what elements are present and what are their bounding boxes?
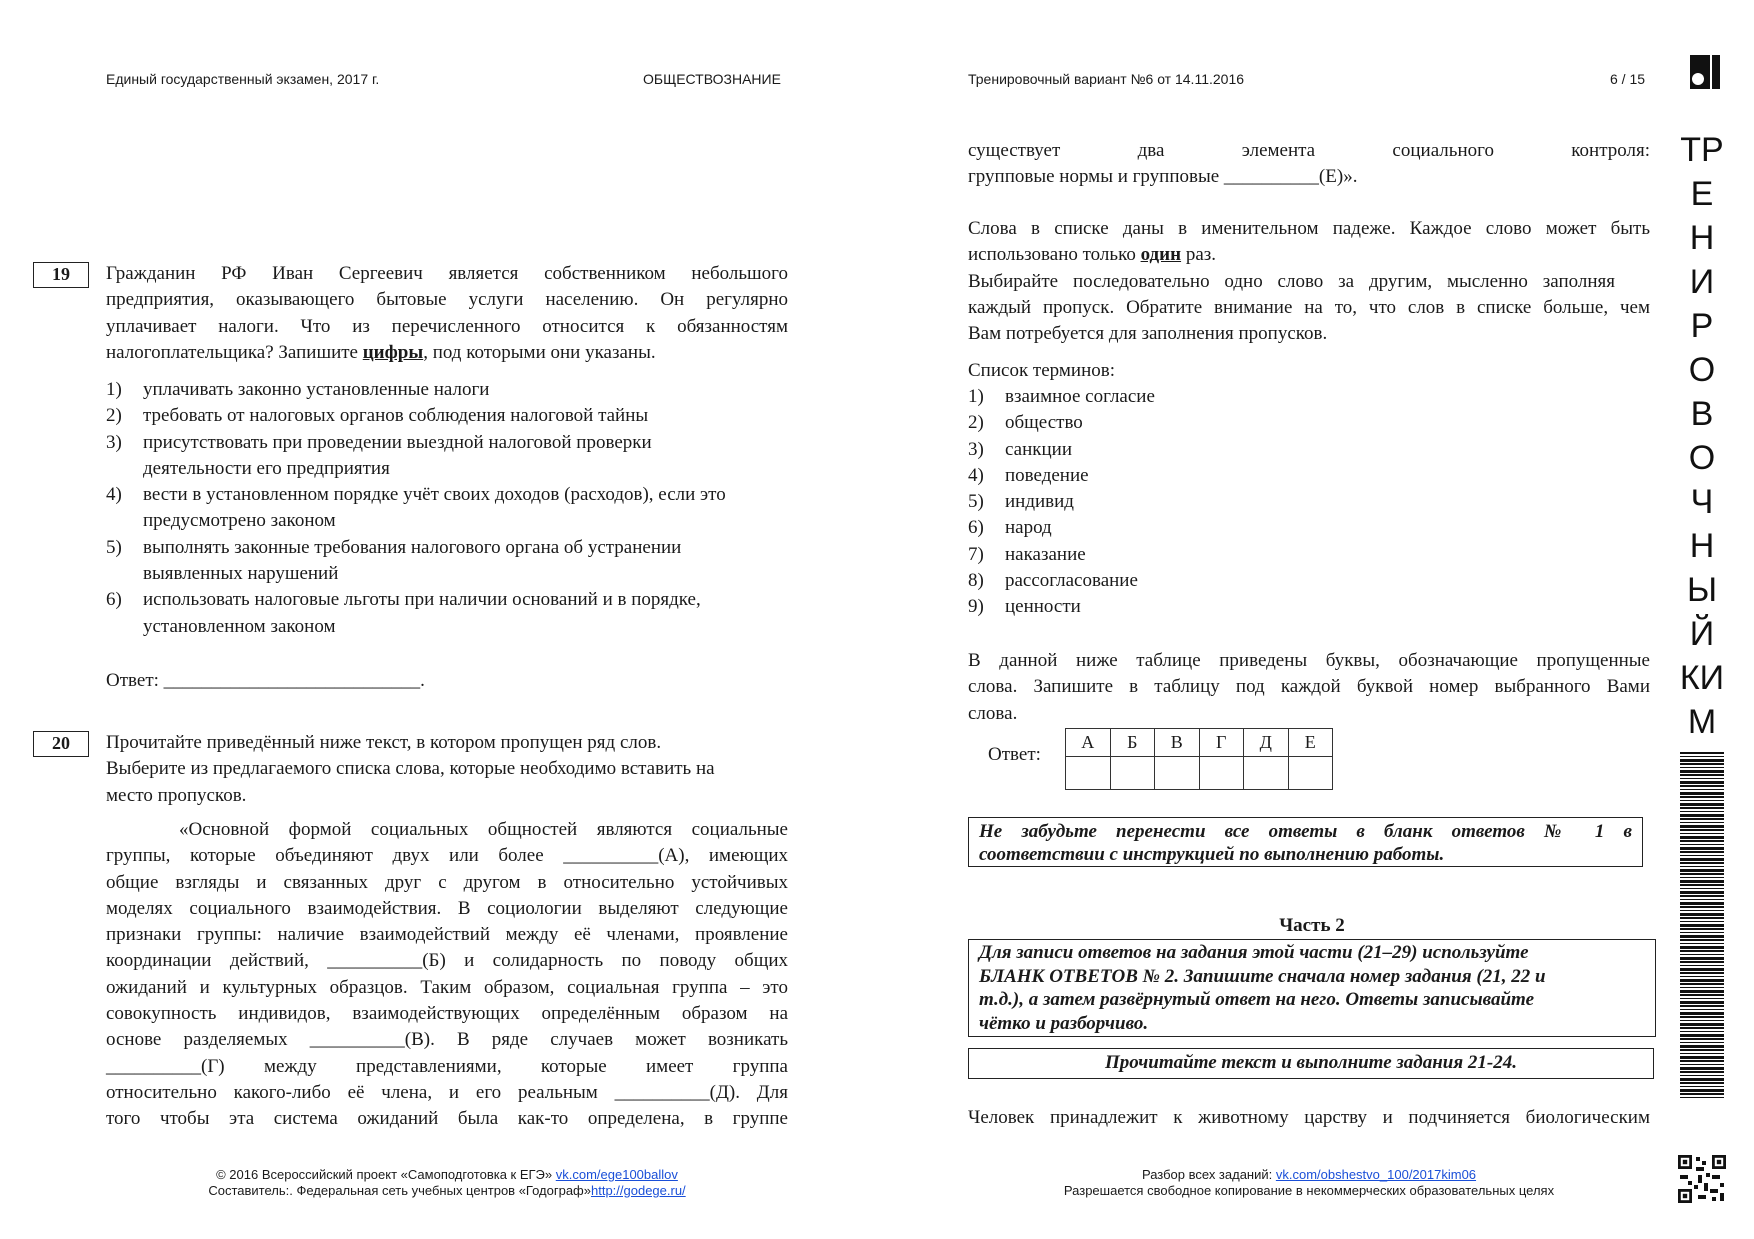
read-task-box: Прочитайте текст и выполните задания 21-24. (968, 1048, 1654, 1079)
list-item: 5) выполнять законные требования налогового органа об устранении выявленных нарушений (106, 536, 682, 585)
list-item: 4) поведение (968, 464, 1089, 486)
list-item: 4) вести в установленном порядке учёт своих доходов (расходов), если это предусмотрено законом (106, 484, 726, 532)
letter-d: Д (1244, 729, 1289, 757)
question-19-number: 19 (33, 262, 89, 288)
answer-cell[interactable] (1155, 757, 1200, 790)
list-item: 1) уплачивать законно установленные налоги (106, 379, 490, 400)
part-2-instructions: Для записи ответов на задания этой части (21–29) используйте БЛАНК ОТВЕТОВ № 2. Запишите сначала номер задания (21, 22 и т.д.), а затем развёрнутый ответ на него. Ответы записывайте чётко и разборчиво. (968, 939, 1656, 1037)
list-item: 1) взаимное согласие (968, 386, 1155, 407)
page-number: 6 / 15 (1610, 71, 1646, 87)
footer-link-godege[interactable]: http://godege.ru/ (590, 1183, 686, 1198)
answer-cell[interactable] (1066, 757, 1111, 790)
exam-title: Единый государственный экзамен, 2017 г. (106, 71, 380, 87)
letter-g: Г (1199, 729, 1244, 757)
list-item: 9) ценности (968, 596, 1081, 618)
answer-cell[interactable] (1199, 757, 1244, 790)
question-20-number: 20 (33, 731, 89, 757)
terms-list (968, 384, 1368, 621)
table-instruction: В данной ниже таблице приведены буквы, обозначающие пропущенные слова. Запишите в таблицу под каждой буквой номер выбранного Вами слова. (968, 650, 1650, 724)
list-item: 5) индивид (968, 491, 1074, 513)
answer-cell[interactable] (1244, 757, 1289, 790)
letter-e: Е (1288, 729, 1333, 757)
footer-link-vk[interactable]: vk.com/ege100ballov (555, 1167, 678, 1182)
list-item: 3) присутствовать при проведении выездной налоговой проверки деятельности его предприятия (106, 431, 652, 479)
footer-link-analysis[interactable]: vk.com/obshestvo_100/2017kim06 (1275, 1167, 1477, 1182)
list-item: 2) требовать от налоговых органов соблюдения налоговой тайны (106, 405, 649, 427)
answer-cell[interactable] (1288, 757, 1333, 790)
list-item: 6) использовать налоговые льготы при наличии оснований и в порядке, установленном законом (106, 589, 701, 637)
answer-table-label: Ответ: (988, 744, 1041, 765)
reminder-box: Не забудьте перенести все ответы в бланк ответов № 1 в соответствии с инструкцией по выполнению работы. (968, 817, 1643, 867)
footer-right: Разбор всех заданий: vk.com/obshestvo_100/2017kim06 Разрешается свободное копирование в некоммерческих образовательных целях (1063, 1167, 1555, 1198)
letter-a: А (1066, 729, 1111, 757)
text-start: Человек принадлежит к животному царству и подчиняется биологическим (968, 1107, 1650, 1128)
barcode-icon (1680, 752, 1724, 1100)
list-item: 7) наказание (968, 543, 1086, 565)
variant-title: Тренировочный вариант №6 от 14.11.2016 (968, 71, 1245, 87)
answer-field[interactable]: ___________________________. (163, 670, 425, 691)
answer-cell[interactable] (1110, 757, 1155, 790)
passage-continuation: существует два элемента социального контроля: групповые нормы и групповые __________(Е)». (968, 140, 1650, 188)
word-rules: Слова в списке даны в именительном падеже. Каждое слово может быть использовано только один раз. Выбирайте последовательно одно слово за другим, мысленно заполняя каждый пропуск. Обратите внимание на то, что слов в списке больше, чем Вам потребуется для заполнения пропусков. (968, 218, 1650, 345)
footer-left: © 2016 Всероссийский проект «Самоподготовка к ЕГЭ» vk.com/ege100ballov Составитель:. Федеральная сеть учебных центров «Годограф»http://godege.ru/ (208, 1167, 686, 1198)
letter-b: Б (1110, 729, 1155, 757)
list-item: 2) общество (968, 412, 1083, 434)
qr-code-icon (1678, 1155, 1726, 1203)
letter-v: В (1155, 729, 1200, 757)
question-19-answer: Ответ: ___________________________. (106, 670, 425, 691)
terms-title: Список терминов: (968, 360, 1115, 381)
part-2-title: Часть 2 (1279, 915, 1345, 936)
corner-marker-icon (1690, 55, 1720, 89)
question-19-options (106, 377, 796, 640)
answer-table (1065, 728, 1333, 790)
vertical-training-label: ТР Е Н И Р О В О Ч Н Ы Й КИ М (1679, 131, 1725, 741)
question-20-intro: Прочитайте приведённый ниже текст, в котором пропущен ряд слов. Выберите из предлагаемого списка слова, которые необходимо вставить на место пропусков. (106, 732, 715, 806)
list-item: 6) народ (968, 517, 1052, 539)
question-19-text: Гражданин РФ Иван Сергеевич является собственником небольшого предприятия, оказывающего бытовые услуги населению. Он регулярно уплачивает налоги. Что из перечисленного относится к обязанностям налогоплательщика? Запишите цифры, под которыми они указаны. (106, 263, 788, 363)
list-item: 3) санкции (968, 438, 1073, 460)
list-item: 8) рассогласование (968, 570, 1138, 592)
question-20-passage: «Основной формой социальных общностей являются социальные группы, которые объединяют двух или более __________(А), имеющих общие взгляды и связанных друг с другом в относительно устойчивых моделях социального взаимодействия. В социологии выделяют следующие признаки группы: наличие взаимодействий между её членами, проявление координации действий, __________(Б) и солидарность по поводу общих ожиданий и культурных образцов. Таким образом, социальная группа – это совокупность индивидов, взаимодействующих определённым образом на основе разделяемых __________(В). В ряде случаев может возникать __________(Г) между представлениями, которые имеет группа относительно какого-либо её члена, и его реальным __________(Д). Для того чтобы эта система ожиданий была как-то определена, в группе (106, 819, 788, 1130)
subject-title: ОБЩЕСТВОЗНАНИЕ (643, 71, 781, 87)
